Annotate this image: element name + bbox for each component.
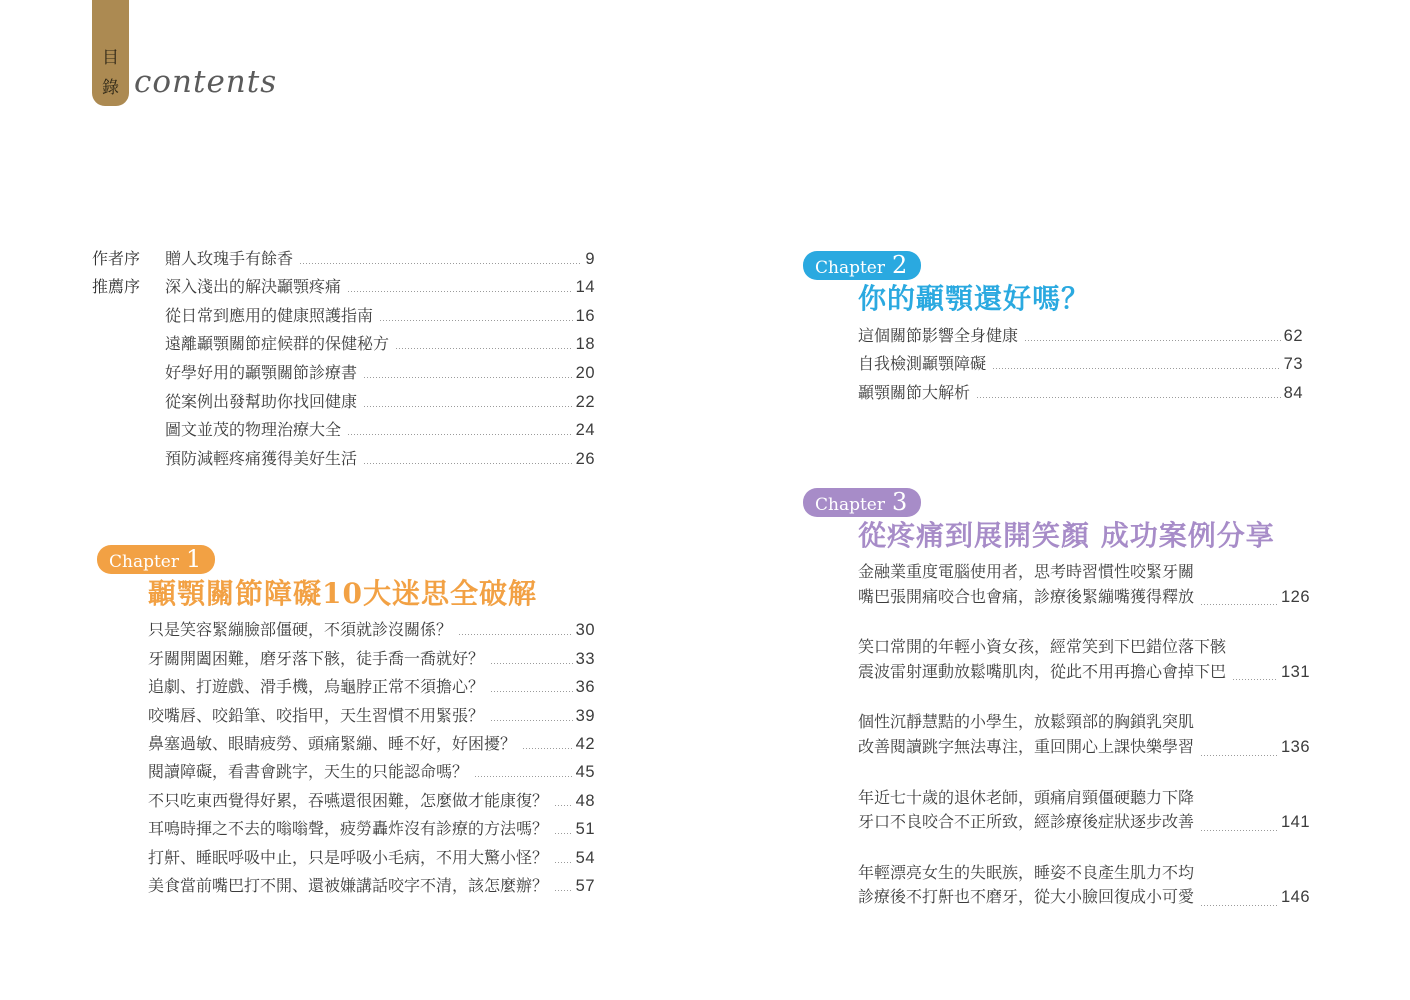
page-number: 51	[575, 820, 595, 839]
toc-row	[92, 240, 595, 269]
dot-leader	[1201, 755, 1278, 756]
chapter3-cases	[858, 560, 1310, 910]
dot-leader	[348, 291, 573, 292]
case-entry	[858, 786, 1310, 835]
toc-entry-title: 預防減輕疼痛獲得美好生活	[165, 448, 358, 468]
toc-row	[148, 726, 595, 754]
case-entry	[858, 560, 1310, 609]
toc-entry-title: 耳鳴時揮之不去的嗡嗡聲，疲勞轟炸沒有診療的方法嗎？	[148, 819, 549, 839]
chapter-badge-word: Chapter	[815, 495, 885, 515]
page-number: 141	[1280, 813, 1310, 832]
toc-row	[92, 440, 595, 469]
toc-entry-title: 追劇、打遊戲、滑手機，烏龜脖正常不須擔心？	[148, 677, 485, 697]
case-line1: 笑口常開的年輕小資女孩，經常笑到下巴錯位落下骸	[858, 637, 1227, 657]
toc-tab-char-1: 目	[102, 48, 119, 68]
toc-tab-char-2: 錄	[102, 78, 119, 98]
dot-leader	[1201, 830, 1278, 831]
toc-row	[148, 754, 595, 782]
page-number: 136	[1280, 737, 1310, 756]
toc-row	[858, 374, 1303, 403]
page-number: 33	[575, 649, 595, 668]
toc-entry-title: 好學好用的顳顎關節診療書	[165, 362, 358, 382]
toc-row	[92, 354, 595, 383]
toc-entry-title: 只是笑容緊繃臉部僵硬，不須就診沒關係？	[148, 620, 453, 640]
dot-leader	[364, 463, 573, 464]
toc-entry-title: 牙關開闔困難，磨牙落下骸，徒手喬一喬就好？	[148, 648, 485, 668]
dot-leader	[1201, 604, 1278, 605]
dot-leader	[555, 890, 573, 891]
dot-leader	[977, 397, 1281, 398]
toc-row	[148, 669, 595, 697]
case-line2: 牙口不良咬合不正所致，經診療後症狀逐步改善	[858, 812, 1195, 832]
case-line2: 震波雷射運動放鬆嘴肌肉，從此不用再擔心會掉下巴	[858, 661, 1227, 681]
chapter-badge-number: 3	[892, 488, 908, 516]
dot-leader	[1025, 340, 1281, 341]
dot-leader	[364, 377, 573, 378]
case-line2: 改善閱讀跳字無法專注，重回開心上課快樂學習	[858, 736, 1195, 756]
case-line2: 嘴巴張開痛咬合也會痛，診療後緊繃嘴獲得釋放	[858, 586, 1195, 606]
page-number: 126	[1280, 587, 1310, 606]
chapter2-badge	[803, 251, 921, 280]
chapter2-section	[803, 251, 1303, 403]
chapter3-badge	[803, 488, 921, 517]
chapter3-title: 從疼痛到展開笑顏 成功案例分享	[858, 519, 1275, 552]
toc-entry-title: 圖文並茂的物理治療大全	[165, 420, 342, 440]
toc-row-label: 作者序	[92, 248, 141, 268]
page-number: 45	[575, 763, 595, 782]
toc-row	[858, 317, 1303, 346]
toc-entry-title: 咬嘴唇、咬鉛筆、咬指甲，天生習慣不用緊張？	[148, 705, 485, 725]
dot-leader	[475, 776, 573, 777]
toc-entry-title: 遠離顳顎關節症候群的保健秘方	[165, 334, 390, 354]
page-number: 16	[575, 306, 595, 325]
page-number: 30	[575, 621, 595, 640]
toc-row	[92, 383, 595, 412]
toc-row	[148, 782, 595, 810]
page-number: 24	[575, 421, 595, 440]
toc-entry-title: 自我檢測顳顎障礙	[858, 354, 987, 374]
toc-row	[92, 326, 595, 355]
page-number: 48	[575, 791, 595, 810]
toc-vertical-tab	[92, 0, 129, 106]
toc-entry-title: 從案例出發幫助你找回健康	[165, 391, 358, 411]
toc-row	[92, 412, 595, 441]
chapter3-section	[803, 488, 1310, 936]
toc-entry-title: 顳顎關節大解析	[858, 382, 971, 402]
page-number: 20	[575, 363, 595, 382]
contents-heading: contents	[134, 64, 278, 100]
page-number: 18	[575, 335, 595, 354]
case-line1: 金融業重度電腦使用者，思考時習慣性咬緊牙關	[858, 562, 1195, 581]
toc-row	[148, 640, 595, 668]
dot-leader	[348, 434, 573, 435]
page-number: 22	[575, 392, 595, 411]
toc-row	[858, 346, 1303, 375]
toc-entry-title: 打鼾、睡眠呼吸中止，只是呼吸小毛病，不用大驚小怪？	[148, 847, 549, 867]
toc-entry-title: 這個關節影響全身健康	[858, 325, 1019, 345]
page-number: 14	[575, 278, 595, 297]
toc-row	[148, 868, 595, 896]
page-number: 84	[1283, 383, 1303, 402]
dot-leader	[491, 691, 573, 692]
toc-row	[148, 839, 595, 867]
case-line1: 年輕漂亮女生的失眠族，睡姿不良產生肌力不均	[858, 862, 1195, 882]
case-entry	[858, 635, 1310, 684]
chapter1-badge	[97, 545, 215, 574]
dot-leader	[1201, 905, 1278, 906]
chapter2-title: 你的顳顎還好嗎？	[858, 282, 1091, 315]
page-number: 36	[575, 678, 595, 697]
page-number: 42	[575, 734, 595, 753]
page-number: 131	[1280, 662, 1310, 681]
toc-row	[148, 697, 595, 725]
dot-leader	[380, 320, 573, 321]
dot-leader	[555, 862, 573, 863]
preface-section	[92, 240, 595, 469]
chapter-badge-number: 2	[892, 251, 908, 279]
dot-leader	[993, 368, 1281, 369]
page-number: 54	[575, 848, 595, 867]
page-number: 62	[1283, 326, 1303, 345]
toc-row	[92, 269, 595, 298]
toc-row	[148, 612, 595, 640]
dot-leader	[555, 805, 573, 806]
dot-leader	[491, 663, 573, 664]
toc-entry-title: 不只吃東西覺得好累，吞嚥還很困難，怎麼做才能康復？	[148, 790, 549, 810]
chapter1-items	[148, 612, 595, 896]
dot-leader	[364, 406, 573, 407]
toc-entry-title: 閱讀障礙，看書會跳字，天生的只能認命嗎？	[148, 762, 469, 782]
dot-leader	[491, 720, 573, 721]
dot-leader	[396, 348, 573, 349]
case-line1: 年近七十歲的退休老師，頭痛肩頸僵硬聽力下降	[858, 787, 1195, 807]
page-number: 73	[1283, 355, 1303, 374]
toc-row	[148, 811, 595, 839]
toc-entry-title: 鼻塞過敏、眼睛疲勞、頭痛緊繃、睡不好，好困擾？	[148, 733, 517, 753]
toc-entry-title: 從日常到應用的健康照護指南	[165, 305, 374, 325]
toc-row-label: 推薦序	[92, 277, 141, 297]
toc-entry-title: 美食當前嘴巴打不開、還被嫌講話咬字不清，該怎麼辦？	[148, 875, 549, 895]
page-number: 9	[585, 249, 595, 268]
chapter-badge-word: Chapter	[109, 552, 179, 572]
dot-leader	[459, 634, 573, 635]
toc-entry-title: 深入淺出的解決顳顎疼痛	[165, 277, 342, 297]
chapter-badge-number: 1	[186, 545, 202, 573]
page-number: 57	[575, 876, 595, 895]
dot-leader	[523, 748, 573, 749]
chapter-badge-word: Chapter	[815, 258, 885, 278]
toc-entry-title: 贈人玫瑰手有餘香	[165, 248, 294, 268]
case-line2: 診療後不打鼾也不磨牙，從大小臉回復成小可愛	[858, 887, 1195, 907]
page-number: 39	[575, 706, 595, 725]
chapter1-section	[97, 545, 595, 896]
case-line1: 個性沉靜慧黠的小學生，放鬆頸部的胸鎖乳突肌	[858, 712, 1195, 732]
dot-leader	[555, 833, 573, 834]
case-entry	[858, 710, 1310, 759]
chapter2-items	[858, 317, 1303, 403]
page-number: 26	[575, 449, 595, 468]
case-entry	[858, 861, 1310, 910]
page-number: 146	[1280, 888, 1310, 907]
toc-row	[92, 297, 595, 326]
dot-leader	[300, 263, 582, 264]
dot-leader	[1233, 679, 1278, 680]
chapter1-title: 顳顎關節障礙10大迷思全破解	[148, 577, 537, 610]
